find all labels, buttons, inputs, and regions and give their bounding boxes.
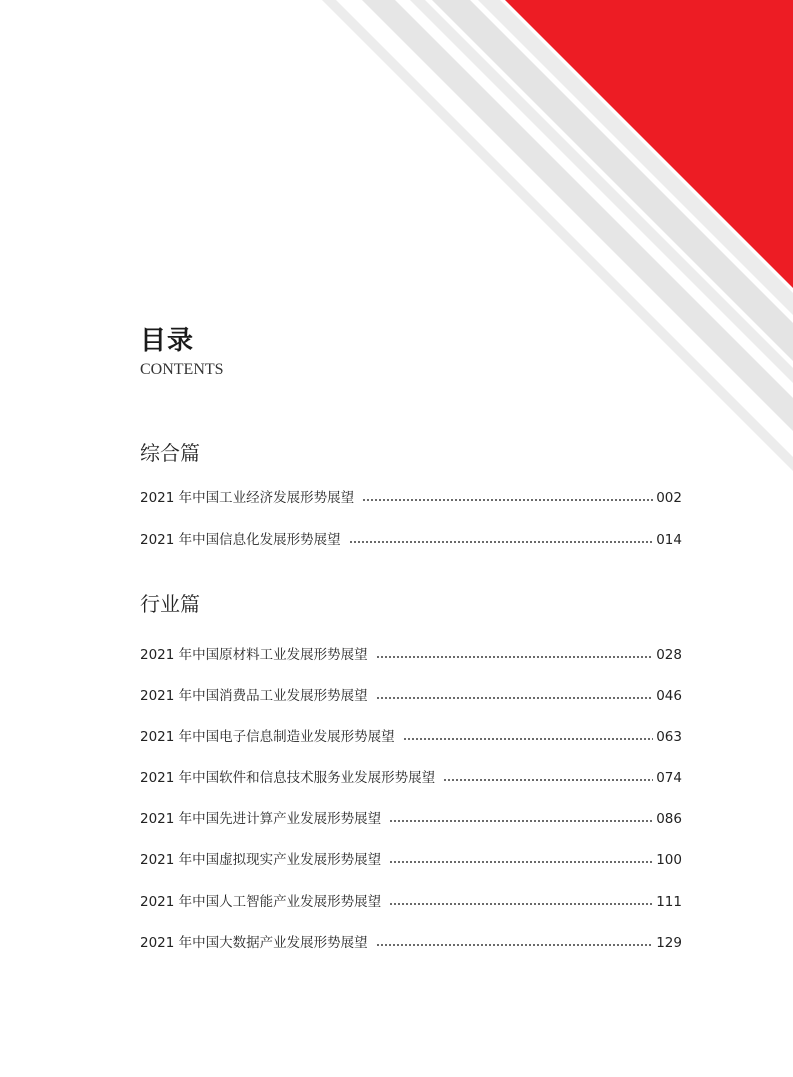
toc-item-page: 063	[656, 729, 682, 745]
page-subtitle: CONTENTS	[140, 361, 224, 378]
dot-leader	[376, 696, 654, 700]
toc-item[interactable]	[140, 686, 682, 706]
dot-leader	[349, 540, 654, 544]
toc-item-page: 129	[656, 935, 682, 951]
toc-item-title: 2021 年中国先进计算产业发展形势展望	[140, 811, 382, 827]
toc-item-title: 2021 年中国虚拟现实产业发展形势展望	[140, 852, 382, 868]
toc-item-page: 046	[656, 688, 682, 704]
toc-item-page: 002	[656, 490, 682, 506]
toc-item-page: 074	[656, 770, 682, 786]
toc-item[interactable]	[140, 933, 682, 953]
dot-leader	[389, 819, 653, 823]
dot-leader	[443, 778, 653, 782]
toc-item-title: 2021 年中国信息化发展形势展望	[140, 532, 341, 548]
section-heading-general: 综合篇	[140, 441, 200, 465]
dot-leader	[362, 498, 653, 502]
page-title: 目录	[140, 326, 195, 356]
toc-item[interactable]	[140, 768, 682, 788]
toc-item-page: 086	[656, 811, 682, 827]
toc-item[interactable]	[140, 892, 682, 912]
toc-item-title: 2021 年中国消费品工业发展形势展望	[140, 688, 368, 704]
dot-leader	[389, 860, 653, 864]
dot-leader	[389, 902, 653, 906]
dot-leader	[376, 943, 654, 947]
toc-item-title: 2021 年中国人工智能产业发展形势展望	[140, 894, 382, 910]
section-heading-industry: 行业篇	[140, 592, 200, 616]
toc-item-page: 111	[656, 894, 682, 910]
toc-item-page: 100	[656, 852, 682, 868]
dot-leader	[376, 655, 654, 659]
dot-leader	[403, 737, 654, 741]
red-corner-triangle	[505, 0, 793, 288]
toc-item-title: 2021 年中国大数据产业发展形势展望	[140, 935, 368, 951]
toc-item[interactable]	[140, 488, 682, 508]
toc-item-title: 2021 年中国工业经济发展形势展望	[140, 490, 355, 506]
toc-item[interactable]	[140, 809, 682, 829]
toc-item[interactable]	[140, 530, 682, 550]
toc-item[interactable]	[140, 850, 682, 870]
toc-item-title: 2021 年中国软件和信息技术服务业发展形势展望	[140, 770, 436, 786]
toc-item[interactable]	[140, 645, 682, 665]
toc-item[interactable]	[140, 727, 682, 747]
toc-item-title: 2021 年中国原材料工业发展形势展望	[140, 647, 368, 663]
toc-item-title: 2021 年中国电子信息制造业发展形势展望	[140, 729, 395, 745]
toc-item-page: 028	[656, 647, 682, 663]
toc-item-page: 014	[656, 532, 682, 548]
title-block	[140, 322, 224, 380]
